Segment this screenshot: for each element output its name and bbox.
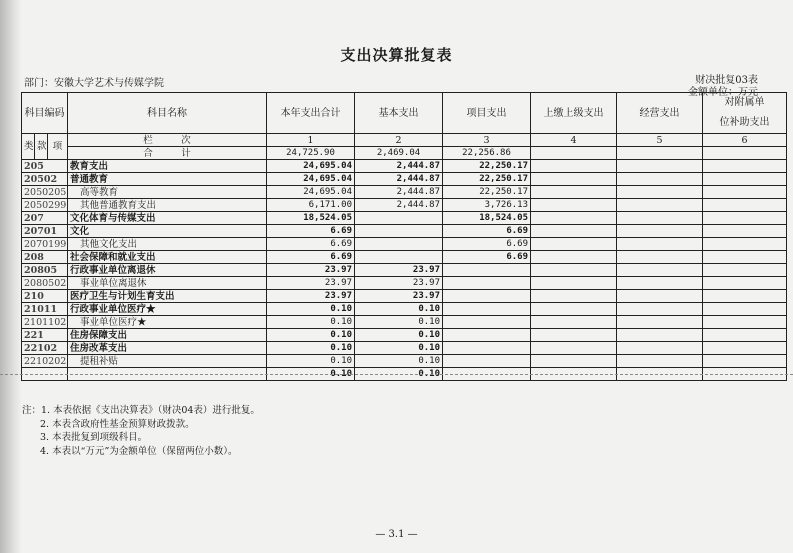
row-subsidy [703, 303, 787, 316]
header-subsidy-line1: 对附属单 [724, 97, 765, 108]
row-basic [355, 225, 443, 238]
row-basic: 0.10 [355, 303, 443, 316]
row-upper [531, 160, 617, 173]
row-subsidy [703, 251, 787, 264]
row-subsidy [703, 277, 787, 290]
row-upper [531, 264, 617, 277]
row-project: 22,250.17 [443, 173, 531, 186]
row-business [617, 225, 703, 238]
row-code: 20701 [22, 225, 68, 238]
row-name: 其他普通教育支出 [68, 199, 267, 212]
row-business [617, 251, 703, 264]
table-row [22, 303, 787, 316]
row-business [617, 160, 703, 173]
row-code: 208 [22, 251, 68, 264]
note-3: 3. 本表批复到项级科目。 [40, 432, 148, 443]
row-code: 2050299 [22, 199, 68, 212]
row-subsidy [703, 290, 787, 303]
form-code: 财决批复03表 [695, 75, 758, 86]
row-name: 普通教育 [68, 173, 267, 186]
row-name: 行政事业单位医疗★ [68, 303, 267, 316]
col-index-4: 4 [531, 134, 617, 147]
row-upper [531, 290, 617, 303]
row-name: 教育支出 [68, 160, 267, 173]
row-subsidy [703, 264, 787, 277]
row-project [443, 277, 531, 290]
row-code: 22102 [22, 342, 68, 355]
row-name: 住房改革支出 [68, 342, 267, 355]
notes [22, 404, 260, 458]
row-code: 221 [22, 329, 68, 342]
row-total: 0.10 [267, 342, 355, 355]
col-index-3: 3 [443, 134, 531, 147]
row-upper [531, 212, 617, 225]
row-code: 210 [22, 290, 68, 303]
page-title: 支出决算批复表 [340, 46, 453, 64]
row-code: 207 [22, 212, 68, 225]
row-name: 提租补贴 [68, 355, 267, 368]
table-row [22, 342, 787, 355]
total-row-total: 24,725.90 [267, 147, 355, 160]
row-business [617, 199, 703, 212]
row-subsidy [703, 316, 787, 329]
row-total: 23.97 [267, 277, 355, 290]
row-basic: 0.10 [355, 342, 443, 355]
col-index-2: 2 [355, 134, 443, 147]
row-basic: 2,444.87 [355, 160, 443, 173]
table-row [22, 251, 787, 264]
row-subsidy [703, 225, 787, 238]
row-business [617, 238, 703, 251]
note-2: 2. 本表含政府性基金预算财政拨款。 [40, 418, 195, 430]
col-index-6: 6 [703, 134, 787, 147]
row-business [617, 173, 703, 186]
header-subsidy-line2: 位补助支出 [719, 117, 770, 128]
row-basic: 23.97 [355, 290, 443, 303]
row-name: 医疗卫生与计划生育支出 [68, 290, 267, 303]
row-project [443, 303, 531, 316]
row-business [617, 316, 703, 329]
department-label: 部门：安徽大学艺术与传媒学院 [24, 78, 164, 89]
header-name: 科目名称 [68, 93, 267, 134]
row-upper [531, 199, 617, 212]
row-code: 2050205 [22, 186, 68, 199]
table-row [22, 316, 787, 329]
header-kuan: 款 [35, 134, 48, 160]
row-subsidy [703, 199, 787, 212]
table-row [22, 290, 787, 303]
table-row [22, 225, 787, 238]
row-basic [355, 212, 443, 225]
row-total: 6,171.00 [267, 199, 355, 212]
row-business [617, 186, 703, 199]
row-code: 21011 [22, 303, 68, 316]
row-project [443, 355, 531, 368]
row-code: 2070199 [22, 238, 68, 251]
row-total: 6.69 [267, 225, 355, 238]
row-total: 24,695.04 [267, 160, 355, 173]
row-upper [531, 303, 617, 316]
expenditure-table [21, 92, 787, 381]
row-upper [531, 329, 617, 342]
row-upper [531, 342, 617, 355]
row-business [617, 355, 703, 368]
table-row [22, 186, 787, 199]
header-business: 经营支出 [617, 93, 703, 134]
header-total: 本年支出合计 [267, 93, 355, 134]
header-basic: 基本支出 [355, 93, 443, 134]
row-basic: 2,444.87 [355, 173, 443, 186]
row-name: 事业单位医疗★ [68, 316, 267, 329]
row-basic [355, 238, 443, 251]
row-name: 行政事业单位离退休 [68, 264, 267, 277]
row-name: 文化 [68, 225, 267, 238]
header-col-label: 栏 次 [68, 134, 267, 147]
row-subsidy [703, 160, 787, 173]
row-total: 0.10 [267, 355, 355, 368]
table-row [22, 160, 787, 173]
row-total: 0.10 [267, 303, 355, 316]
table-row [22, 238, 787, 251]
table-row [22, 264, 787, 277]
row-total: 18,524.05 [267, 212, 355, 225]
row-project [443, 342, 531, 355]
table-body [22, 160, 787, 381]
row-subsidy [703, 329, 787, 342]
total-row-upper [531, 147, 617, 160]
row-upper [531, 316, 617, 329]
row-business [617, 212, 703, 225]
row-upper [531, 277, 617, 290]
table-row [22, 329, 787, 342]
row-project [443, 290, 531, 303]
row-basic: 0.10 [355, 355, 443, 368]
row-total: 23.97 [267, 290, 355, 303]
row-upper [531, 225, 617, 238]
row-basic [355, 251, 443, 264]
table-row [22, 355, 787, 368]
row-code: 2210202 [22, 355, 68, 368]
row-basic: 0.10 [355, 368, 443, 381]
row-basic: 23.97 [355, 264, 443, 277]
total-row-label: 合 计 [68, 147, 267, 160]
table-row [22, 212, 787, 225]
row-basic: 0.10 [355, 316, 443, 329]
row-upper [531, 173, 617, 186]
amount-unit: 金额单位：万元 [688, 87, 758, 98]
row-code: 20502 [22, 173, 68, 186]
row-project: 22,250.17 [443, 160, 531, 173]
row-upper [531, 251, 617, 264]
row-basic: 2,444.87 [355, 186, 443, 199]
header-project: 项目支出 [443, 93, 531, 134]
total-row-basic: 2,469.04 [355, 147, 443, 160]
row-business [617, 290, 703, 303]
header-lei: 类 [22, 134, 35, 160]
row-total: 23.97 [267, 264, 355, 277]
total-row-subsidy [703, 147, 787, 160]
table-row [22, 173, 787, 186]
row-basic: 0.10 [355, 329, 443, 342]
row-basic: 23.97 [355, 277, 443, 290]
row-total: 6.69 [267, 238, 355, 251]
row-subsidy [703, 173, 787, 186]
row-total: 0.10 [267, 329, 355, 342]
row-upper [531, 355, 617, 368]
row-total: 0.10 [267, 316, 355, 329]
header-code: 科目编码 [22, 93, 68, 134]
row-project: 6.69 [443, 238, 531, 251]
row-business [617, 303, 703, 316]
row-project: 22,250.17 [443, 186, 531, 199]
col-index-1: 1 [267, 134, 355, 147]
col-index-5: 5 [617, 134, 703, 147]
row-project: 3,726.13 [443, 199, 531, 212]
row-code: 205 [22, 160, 68, 173]
row-name: 社会保障和就业支出 [68, 251, 267, 264]
row-upper [531, 238, 617, 251]
row-project: 18,524.05 [443, 212, 531, 225]
row-business [617, 329, 703, 342]
row-project [443, 264, 531, 277]
row-upper [531, 186, 617, 199]
note-4: 4. 本表以“万元”为金额单位（保留两位小数）。 [40, 445, 238, 457]
header-subsidy [703, 93, 787, 134]
total-row-project: 22,256.86 [443, 147, 531, 160]
total-row-business [617, 147, 703, 160]
row-business [617, 277, 703, 290]
row-business [617, 264, 703, 277]
row-total: 6.69 [267, 251, 355, 264]
row-code: 2080502 [22, 277, 68, 290]
row-subsidy [703, 212, 787, 225]
row-business [617, 342, 703, 355]
row-name: 事业单位离退休 [68, 277, 267, 290]
table-row [22, 199, 787, 212]
row-total: 24,695.04 [267, 186, 355, 199]
note-1: 注：1. 本表依据《支出决算表》（财决04表）进行批复。 [22, 405, 260, 416]
header-xiang: 项 [48, 134, 68, 160]
row-subsidy [703, 186, 787, 199]
row-project: 6.69 [443, 225, 531, 238]
header-upper: 上缴上级支出 [531, 93, 617, 134]
row-subsidy [703, 342, 787, 355]
row-subsidy [703, 238, 787, 251]
table-row [22, 277, 787, 290]
row-project [443, 316, 531, 329]
row-project: 6.69 [443, 251, 531, 264]
row-project [443, 329, 531, 342]
row-name: 文化体育与传媒支出 [68, 212, 267, 225]
row-total: 24,695.04 [267, 173, 355, 186]
row-basic: 2,444.87 [355, 199, 443, 212]
scan-edge-shadow [0, 0, 22, 553]
row-code: 2101102 [22, 316, 68, 329]
row-code: 20805 [22, 264, 68, 277]
row-total: 0.10 [267, 368, 355, 381]
page-number: — 3.1 — [375, 529, 418, 540]
row-name: 其他文化支出 [68, 238, 267, 251]
row-name: 住房保障支出 [68, 329, 267, 342]
row-name: 高等教育 [68, 186, 267, 199]
scan-dash-line [0, 374, 793, 375]
row-subsidy [703, 355, 787, 368]
